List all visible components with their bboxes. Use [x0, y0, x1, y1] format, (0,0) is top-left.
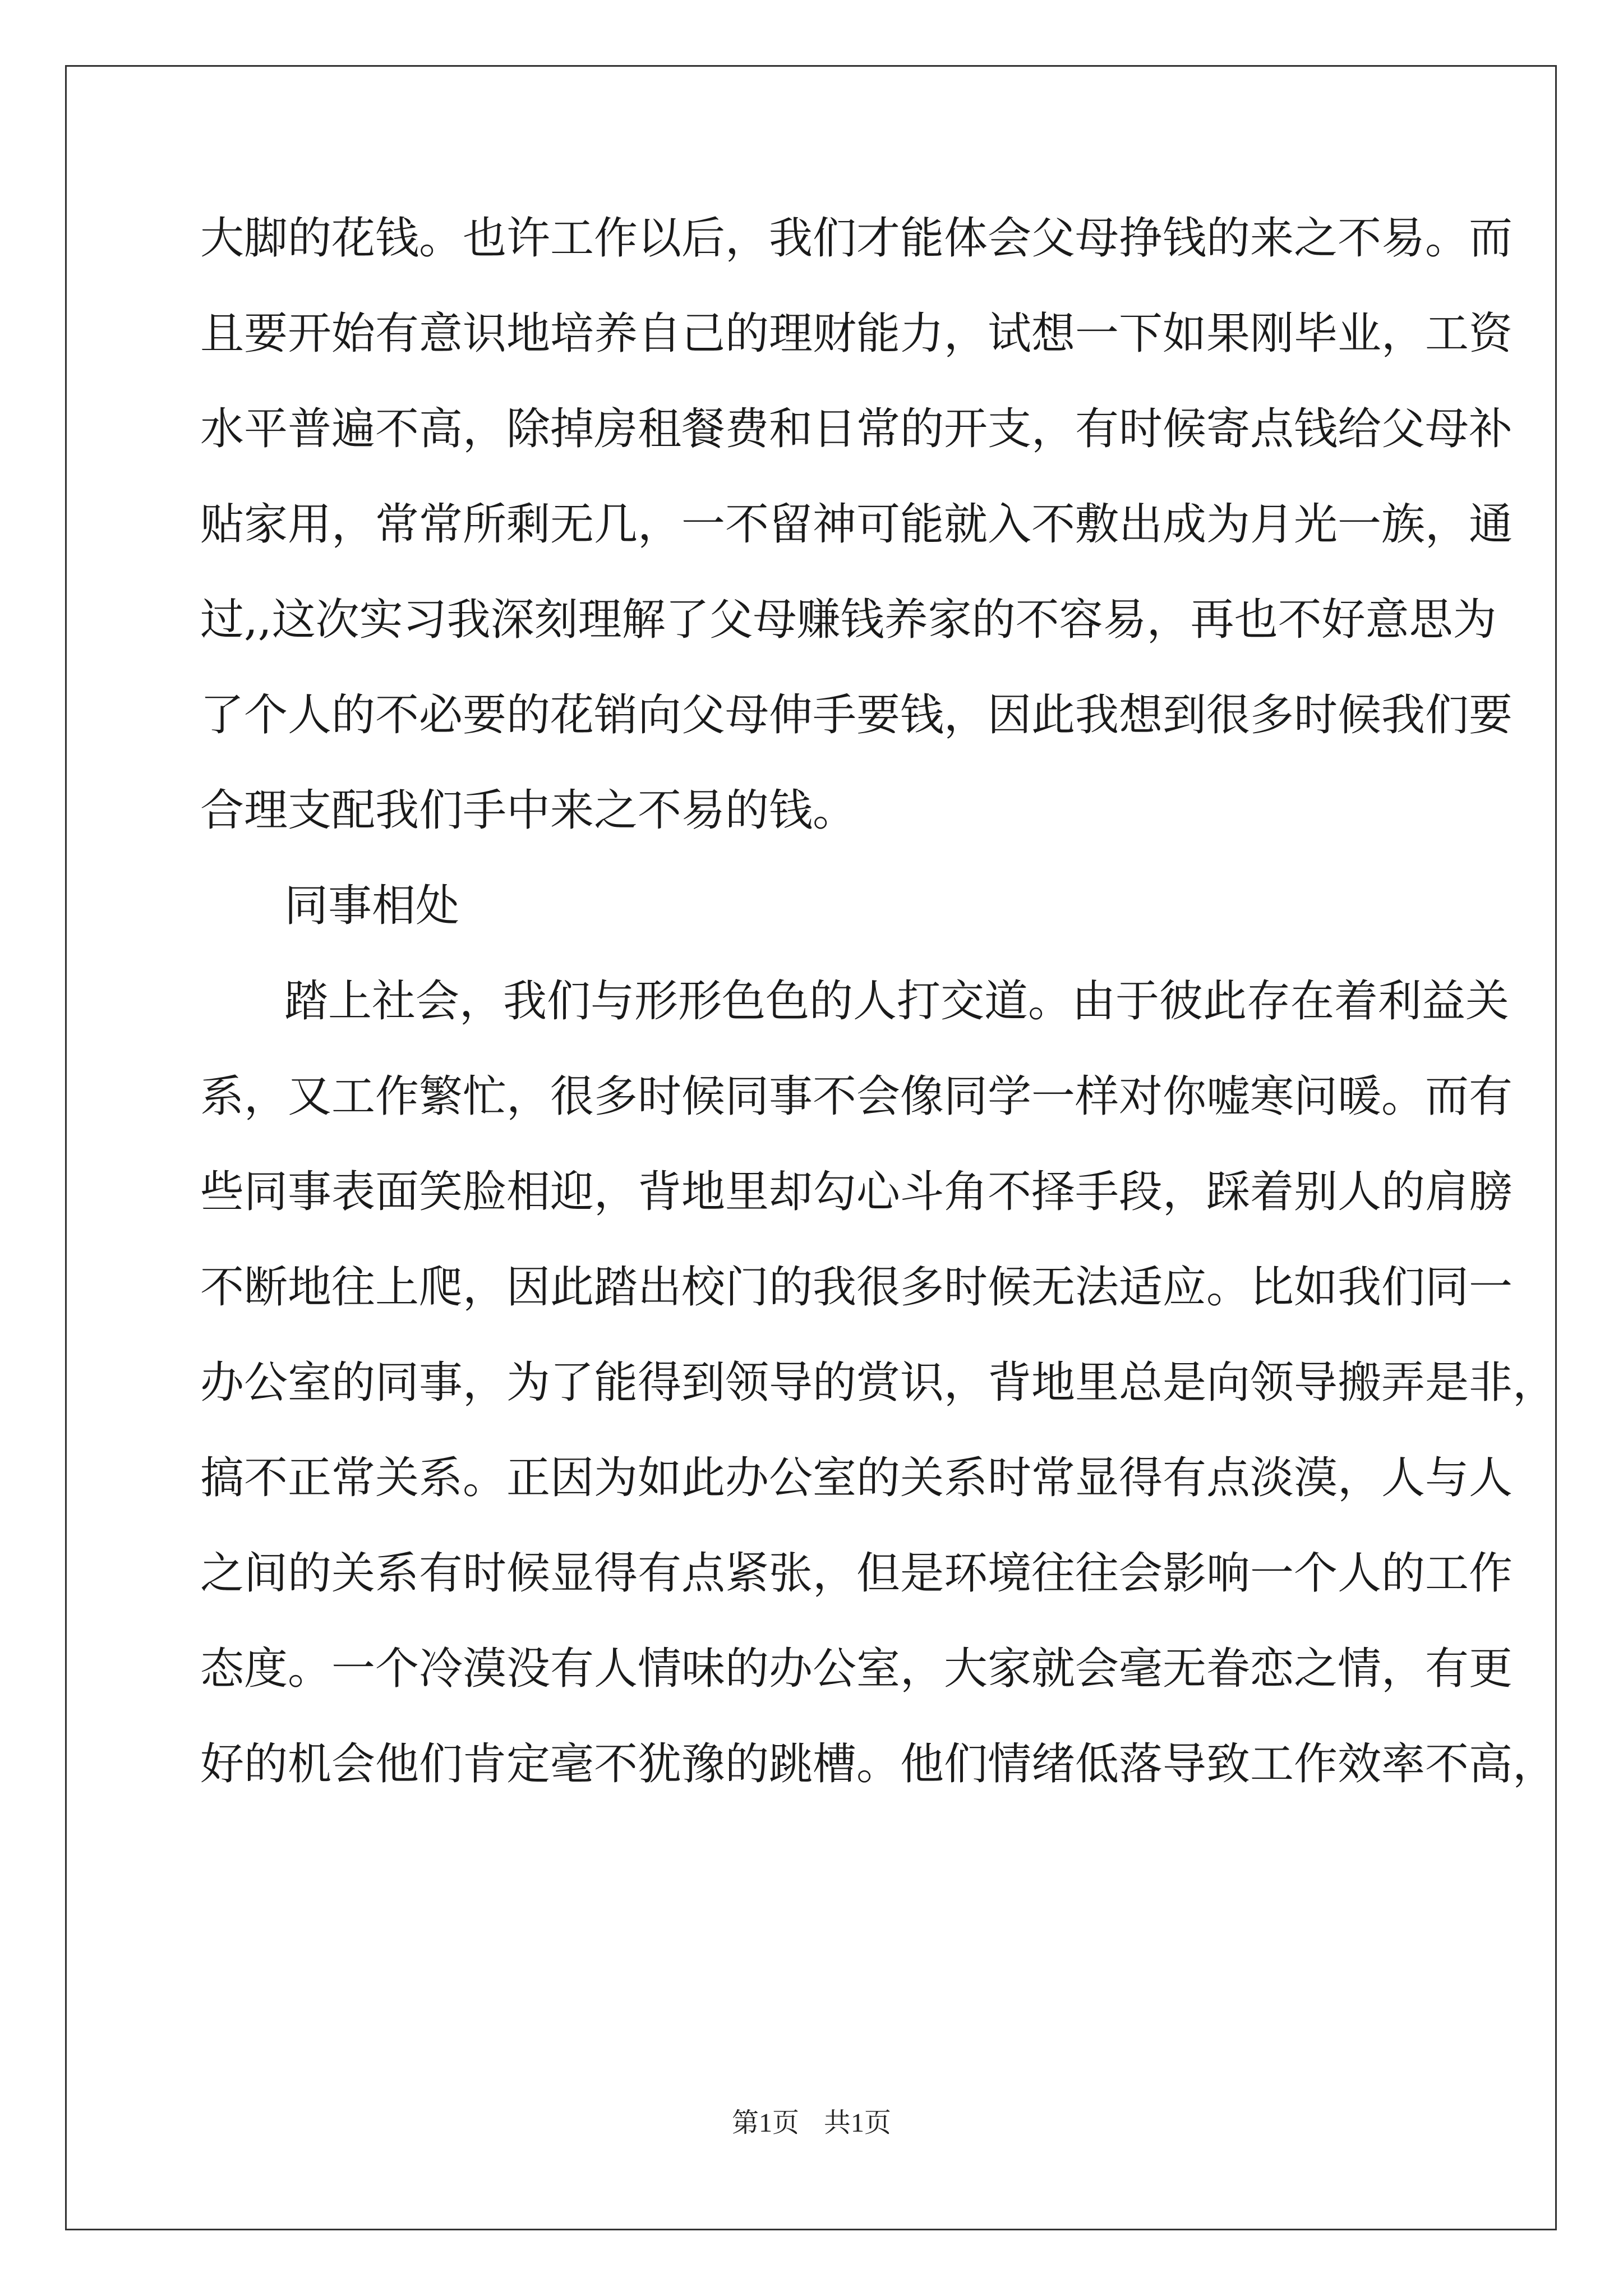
text-line: 之间的关系有时候显得有点紧张，但是环境往往会影响一个人的工作: [200, 1548, 1513, 1599]
text-line: 踏上社会，我们与形形色色的人打交道。由于彼此存在着利益关: [284, 976, 1510, 1027]
text-line: 系，又工作繁忙，很多时候同事不会像同学一样对你嘘寒问暖。而有: [200, 1071, 1513, 1122]
page-total: 共1页: [824, 2108, 892, 2138]
text-line: 办公室的同事，为了能得到领导的赏识，背地里总是向领导搬弄是非，: [200, 1358, 1557, 1408]
text-line: 且要开始有意识地培养自己的理财能力，试想一下如果刚毕业，工资: [200, 309, 1513, 359]
text-line: 贴家用，常常所剩无几，一不留神可能就入不敷出成为月光一族，通: [200, 499, 1513, 550]
section-heading: 同事相处: [284, 881, 460, 931]
text-line: 不断地往上爬，因此踏出校门的我很多时候无法适应。比如我们同一: [200, 1262, 1513, 1313]
text-line: 水平普遍不高，除掉房租餐费和日常的开支，有时候寄点钱给父母补: [200, 404, 1513, 454]
text-line: 态度。一个冷漠没有人情味的办公室，大家就会毫无眷恋之情，有更: [200, 1644, 1513, 1694]
text-line: 好的机会他们肯定毫不犹豫的跳槽。他们情绪低落导致工作效率不高，: [200, 1739, 1557, 1789]
text-line: 了个人的不必要的花销向父母伸手要钱，因此我想到很多时候我们要: [200, 690, 1513, 740]
text-line: 合理支配我们手中来之不易的钱。: [200, 785, 857, 836]
document-body: [200, 191, 1557, 1812]
page-footer: [0, 2101, 1623, 2139]
text-line: 过,,这次实习我深刻理解了父母赚钱养家的不容易，再也不好意思为: [200, 595, 1497, 645]
text-line: 大脚的花钱。也许工作以后，我们才能体会父母挣钱的来之不易。而: [200, 213, 1513, 264]
page-number: 第1页: [731, 2108, 799, 2138]
text-line: 些同事表面笑脸相迎，背地里却勾心斗角不择手段，踩着别人的肩膀: [200, 1167, 1513, 1217]
text-line: 搞不正常关系。正因为如此办公室的关系时常显得有点淡漠，人与人: [200, 1453, 1513, 1503]
